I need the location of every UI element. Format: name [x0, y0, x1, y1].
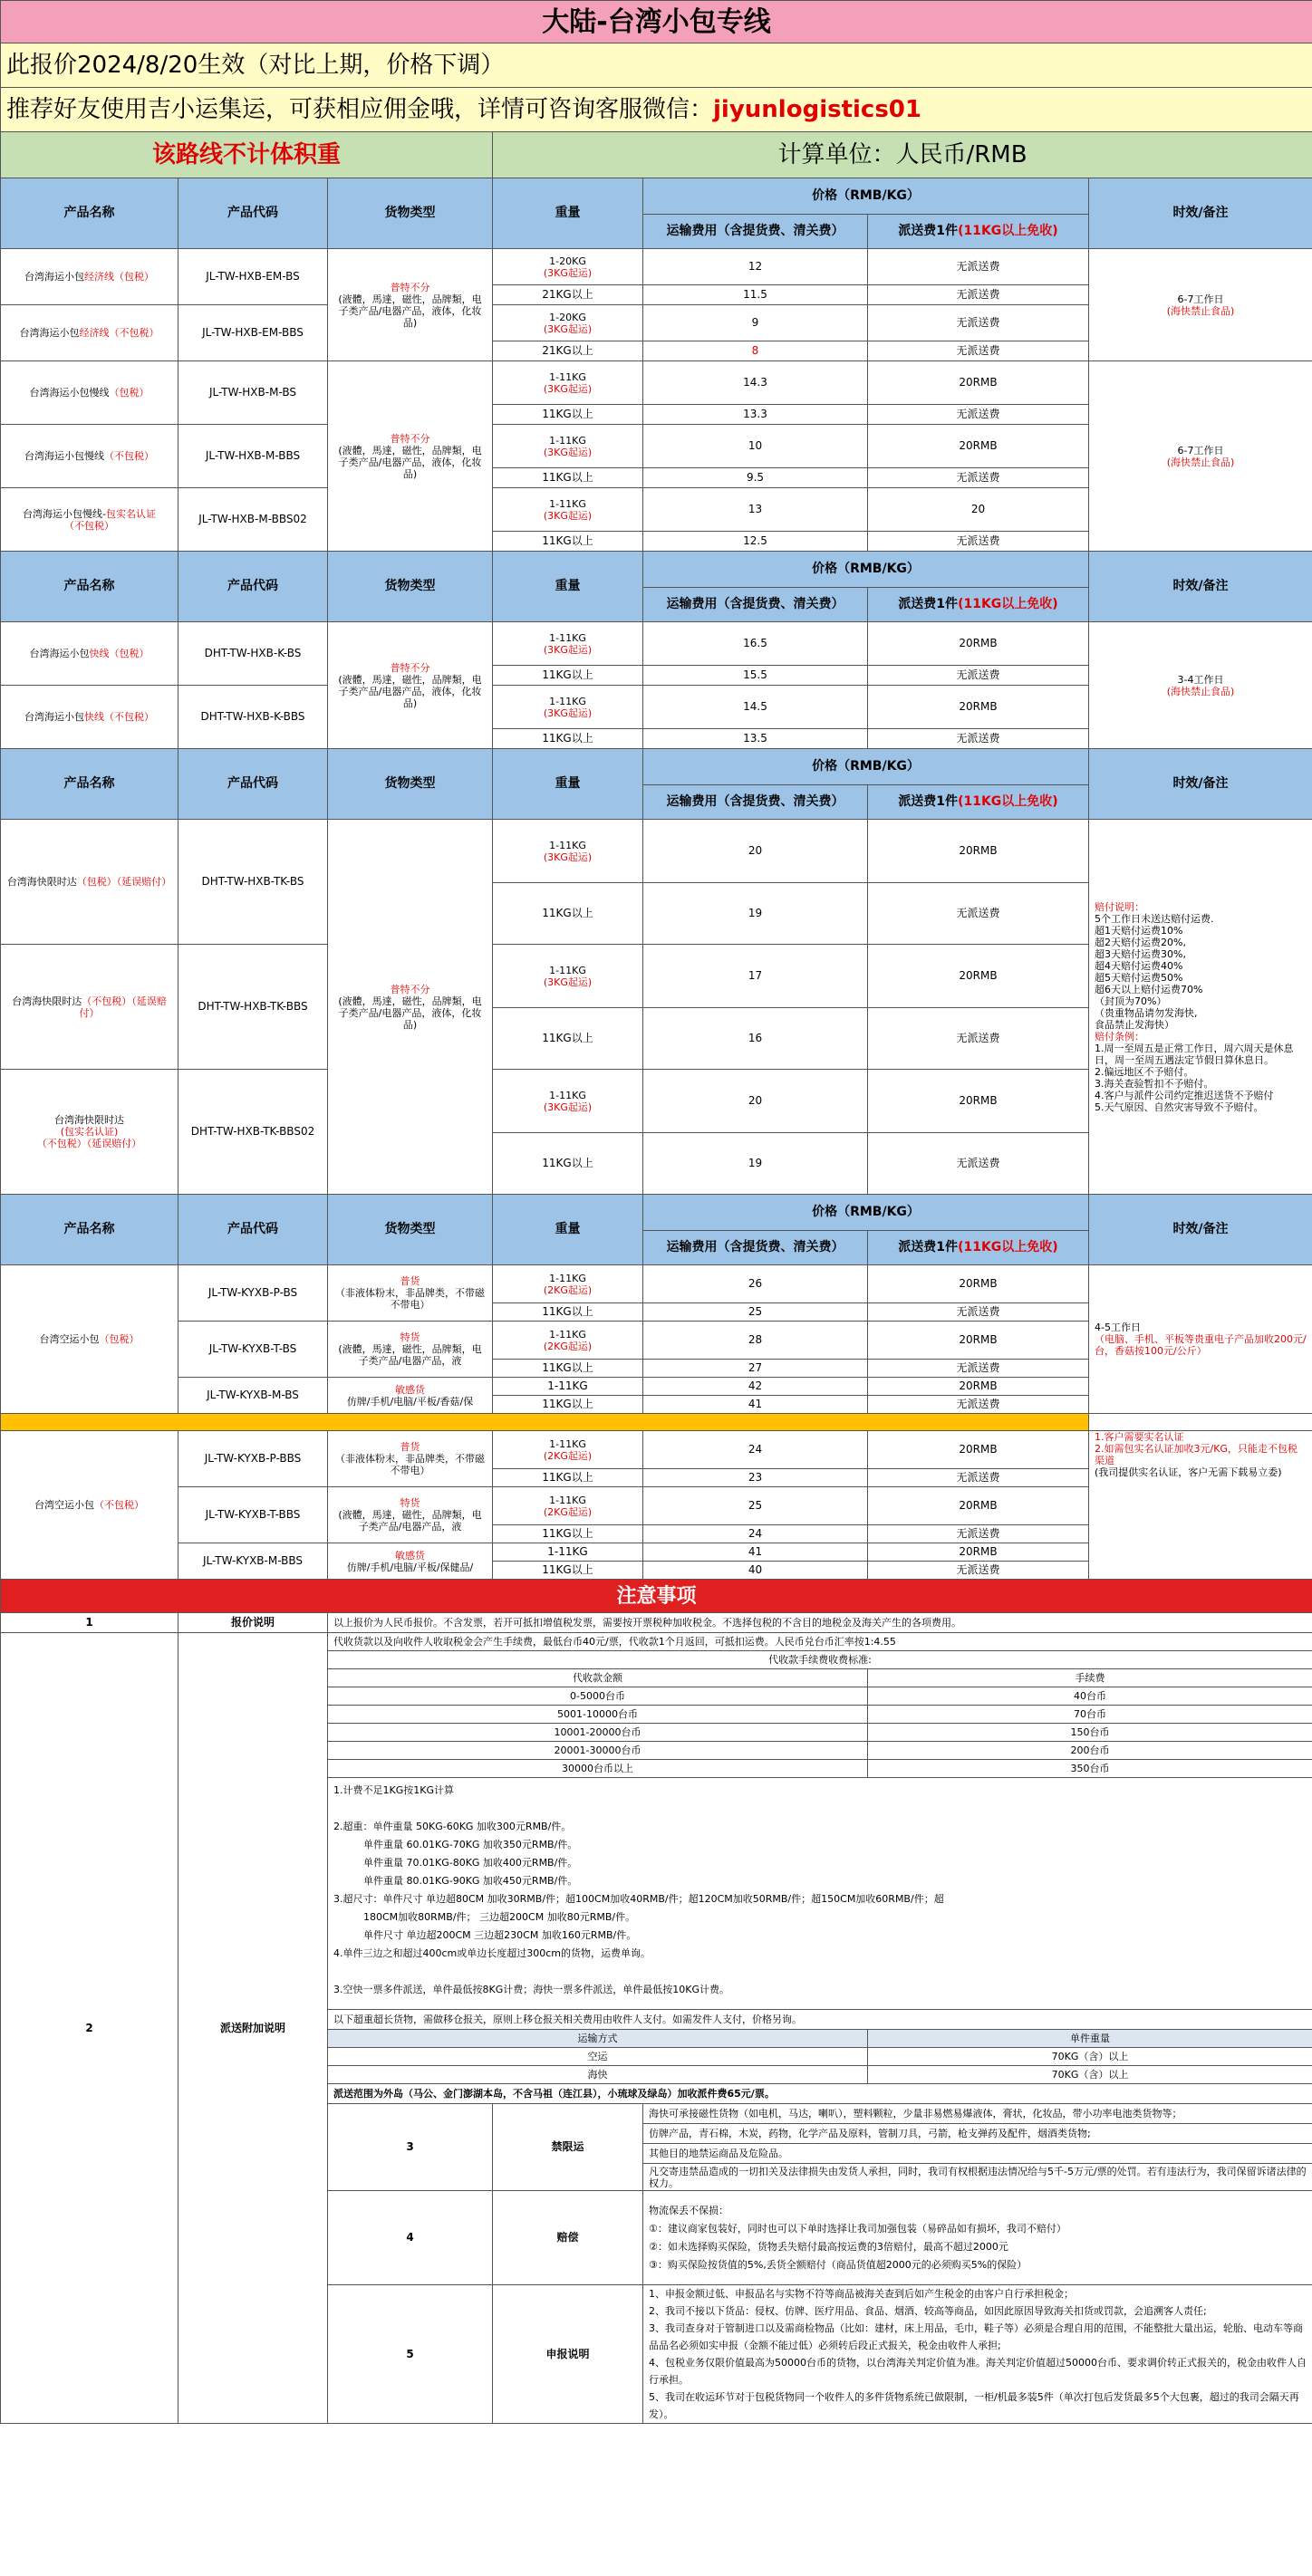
weight-range: 11KG以上	[493, 1360, 643, 1378]
surcharge-rule-line: 180CM加收80RMB/件； 三边超200CM 加收80元RMB/件。	[333, 1911, 636, 1923]
weight-range: 1-11KG (3KG起运)	[493, 1070, 643, 1133]
surcharge-rule-line: 3.空快一票多件派送，单件最低按8KG计费；海快一票多件派送，单件最低按10KG计费。	[333, 1984, 729, 1995]
delivery-fee: 20RMB	[868, 686, 1089, 729]
compensation-note-line: 超5天赔付运费50%	[1095, 971, 1183, 984]
compensation-note-line: 3.海关查验暂扣不予赔付。	[1095, 1077, 1214, 1090]
compensation-note-line: 赔付说明：	[1095, 900, 1144, 913]
delivery-fee: 20RMB	[868, 1265, 1089, 1303]
product-code: JL-TW-KYXB-P-BS	[178, 1265, 328, 1322]
compensation-note-line: 超6天以上赔付运费70%	[1095, 983, 1203, 995]
delivery-fee: 无派送费	[868, 1133, 1089, 1195]
auth-notes: 1.客户需要实名认证 2.如需包实名认证加收3元/KG，只能走不包税渠道 (我司提供实名认证，客户无需下载易立委)	[1089, 1431, 1312, 1580]
hdr-cargo: 货物类型	[328, 178, 493, 249]
hdr-price: 价格（RMB/KG）	[643, 552, 1089, 588]
hdr-weight: 重量	[493, 1195, 643, 1265]
weight-range: 11KG以上	[493, 883, 643, 945]
cargo-type: 普特不分 (液體，馬達，磁性，品牌類，电子类产品/电器产品，液体，化妆品)	[328, 249, 493, 361]
freight-rate: 14.5	[643, 686, 868, 729]
note-label: 赔偿	[493, 2191, 643, 2285]
cargo-type: 特货 (液體，馬達，磁性，品牌類，电子类产品/电器产品，液	[328, 1322, 493, 1378]
cod-amount: 0-5000台币	[328, 1687, 868, 1706]
delivery-fee: 无派送费	[868, 883, 1089, 945]
weight-range: 1-11KG (2KG起运)	[493, 1322, 643, 1360]
surcharge-rule-line: 2.超重：单件重量 50KG-60KG 加收300元RMB/件。	[333, 1821, 572, 1832]
ow-mode: 海快	[328, 2066, 868, 2084]
cod-fee: 200台币	[868, 1742, 1312, 1760]
hdr-name: 产品名称	[1, 749, 178, 820]
weight-range: 11KG以上	[493, 468, 643, 488]
delivery-fee: 20RMB	[868, 361, 1089, 405]
delivery-fee: 无派送费	[868, 1469, 1089, 1487]
delivery-fee: 20RMB	[868, 1322, 1089, 1360]
weight-range: 1-11KG (3KG起运)	[493, 488, 643, 532]
delivery-fee: 无派送费	[868, 1360, 1089, 1378]
weight-range: 11KG以上	[493, 532, 643, 552]
delivery-fee: 无派送费	[868, 532, 1089, 552]
ow-weight: 70KG（含）以上	[868, 2048, 1312, 2066]
note-number: 5	[328, 2285, 493, 2424]
product-code: DHT-TW-HXB-TK-BS	[178, 820, 328, 945]
compensation-note-line: 超3天赔付运费30%,	[1095, 947, 1186, 960]
restricted-line: 仿牌产品，青石棉，木炭，药物，化学产品及原料，管制刀具，弓箭，枪支弹药及配件，烟酒类货物;	[643, 2124, 1312, 2144]
hdr-weight: 重量	[493, 552, 643, 622]
surcharge-rule-line: 单件尺寸 单边超200CM 三边超230CM 加收160元RMB/件。	[333, 1929, 637, 1941]
freight-rate: 20	[643, 820, 868, 883]
page-title: 大陆-台湾小包专线	[1, 1, 1312, 43]
hdr-code: 产品代码	[178, 552, 328, 622]
freight-rate: 9	[643, 305, 868, 341]
surcharge-rule-line	[333, 1963, 1307, 1981]
delivery-fee: 20RMB	[868, 1543, 1089, 1562]
weight-range: 1-11KG (3KG起运)	[493, 686, 643, 729]
product-name: 台湾海运小包快线（不包税）	[1, 686, 178, 749]
restricted-line: 其他目的地禁运商品及危险品。	[643, 2144, 1312, 2164]
product-code: JL-TW-KYXB-T-BS	[178, 1322, 328, 1378]
time-note: 3-4工作日 (海快禁止食品)	[1089, 622, 1312, 749]
hdr-cargo: 货物类型	[328, 749, 493, 820]
weight-range: 11KG以上	[493, 729, 643, 749]
freight-rate: 11.5	[643, 285, 868, 305]
note-number: 1	[1, 1613, 178, 1633]
hdr-code: 产品代码	[178, 749, 328, 820]
cargo-type: 普特不分 (液體，馬達，磁性，品牌類，电子类产品/电器产品，液体，化妆品)	[328, 622, 493, 749]
cod-amount: 30000台币以上	[328, 1760, 868, 1778]
weight-range: 1-11KG	[493, 1378, 643, 1396]
compensation-note-line: 1.周一至周五是正常工作日，周六周天是休息日，周一至周五遇法定节假日算休息日。	[1095, 1042, 1294, 1066]
weight-range: 11KG以上	[493, 1525, 643, 1543]
freight-rate: 25	[643, 1303, 868, 1322]
freight-rate: 12.5	[643, 532, 868, 552]
surcharge-rule-line	[333, 1800, 1307, 1818]
product-code: DHT-TW-HXB-TK-BBS02	[178, 1070, 328, 1195]
currency-unit: 计算单位：人民币/RMB	[493, 132, 1312, 178]
delivery-fee: 无派送费	[868, 1525, 1089, 1543]
freight-rate: 16.5	[643, 622, 868, 666]
product-code: JL-TW-HXB-EM-BS	[178, 249, 328, 305]
hdr-code: 产品代码	[178, 178, 328, 249]
product-name: 台湾空运小包（包税）	[1, 1265, 178, 1414]
compensation-note-line: 4.客户与派件公司约定推迟送货不予赔付	[1095, 1089, 1274, 1101]
product-code: JL-TW-HXB-EM-BBS	[178, 305, 328, 361]
freight-rate: 41	[643, 1396, 868, 1414]
compensation-note-line: 2.偏远地区不予赔付。	[1095, 1065, 1194, 1078]
compensation-note-line: 超1天赔付运费10%	[1095, 924, 1183, 937]
compensation-note-line: 赔付条例：	[1095, 1030, 1144, 1043]
note-number: 2	[1, 1633, 178, 2424]
no-volume-weight: 该路线不计体积重	[1, 132, 493, 178]
oversize-note: 以下超重超长货物，需做移仓报关，原则上移仓报关相关费用由收件人支付。如需发件人支付，价格另询。	[328, 2010, 1312, 2030]
note-number: 3	[328, 2104, 493, 2191]
note-label: 报价说明	[178, 1613, 328, 1633]
product-name: 台湾海快限时达（不包税）（延误赔付）	[1, 945, 178, 1070]
cod-header-fee: 手续费	[868, 1669, 1312, 1687]
weight-range: 11KG以上	[493, 1469, 643, 1487]
delivery-fee: 无派送费	[868, 249, 1089, 285]
weight-range: 1-11KG (3KG起运)	[493, 425, 643, 468]
freight-rate: 14.3	[643, 361, 868, 405]
freight-rate: 13.3	[643, 405, 868, 425]
freight-rate: 9.5	[643, 468, 868, 488]
declaration-lines: 1、申报金额过低、申报品名与实物不符等商品被海关查到后如产生税金的由客户自行承担税金； 2、我司不接以下货品：侵权、仿牌、医疗用品、食品、烟酒、较高等商品，如因此原因导致海关扣货或罚款，会追溯客人责任; 3、我司查身对于管制进口以及需商检物品（比如：建材，床上用品，毛巾，鞋子等）必须是合理自用的范围，不能整批大量出运，轮胎、电动车等商品品名必须如实申报（金额不能过低）必须转后段正式报关，税金由收件人承担; 4、包税业务仅限价值最高为50000台币的货物，以台湾海关判定价值为准。海关判定价值超过50000台币、要求调价转正式报关的，税金由收件人自行承担。 5、我司在收运环节对于包税货物同一个收件人的多件货物系统已做限制，一柜/机最多装5件（单次打包后发货最多5个大包裹，超过的我司会隔天再发）。	[643, 2285, 1312, 2424]
surcharge-rule-line: 单件重量 80.01KG-90KG 加收450元RMB/件。	[333, 1875, 578, 1887]
weight-range: 1-11KG (3KG起运)	[493, 820, 643, 883]
compensation-notes	[1089, 820, 1312, 1195]
cod-fee: 40台币	[868, 1687, 1312, 1706]
hdr-freight: 运输费用（含提货费、清关费）	[643, 785, 868, 820]
delivery-fee: 无派送费	[868, 468, 1089, 488]
ow-header-weight: 单件重量	[868, 2030, 1312, 2048]
cod-fee: 150台币	[868, 1724, 1312, 1742]
cod-standard: 代收款手续费收费标准:	[328, 1651, 1312, 1669]
hdr-weight: 重量	[493, 749, 643, 820]
cargo-type: 普货 （非液体粉末，非品牌类，不带磁不带电）	[328, 1265, 493, 1322]
delivery-fee: 无派送费	[868, 405, 1089, 425]
hdr-name: 产品名称	[1, 552, 178, 622]
delivery-fee: 20	[868, 488, 1089, 532]
hdr-name: 产品名称	[1, 1195, 178, 1265]
hdr-name: 产品名称	[1, 178, 178, 249]
weight-range: 21KG以上	[493, 285, 643, 305]
referral-banner	[1, 88, 1312, 132]
weight-range: 1-11KG (3KG起运)	[493, 622, 643, 666]
delivery-fee: 无派送费	[868, 1562, 1089, 1580]
delivery-fee: 无派送费	[868, 341, 1089, 361]
delivery-fee: 20RMB	[868, 622, 1089, 666]
freight-rate: 24	[643, 1525, 868, 1543]
weight-range: 1-11KG (3KG起运)	[493, 945, 643, 1008]
freight-rate: 42	[643, 1378, 868, 1396]
cod-amount: 5001-10000台币	[328, 1706, 868, 1724]
hdr-time: 时效/备注	[1089, 1195, 1312, 1265]
hdr-price: 价格（RMB/KG）	[643, 749, 1089, 785]
freight-rate: 25	[643, 1487, 868, 1525]
hdr-time: 时效/备注	[1089, 178, 1312, 249]
freight-rate: 19	[643, 1133, 868, 1195]
hdr-delivery: 派送费1件(11KG以上免收)	[868, 588, 1089, 622]
product-code: JL-TW-KYXB-T-BBS	[178, 1487, 328, 1543]
delivery-fee: 无派送费	[868, 1303, 1089, 1322]
cod-text: 代收货款以及向收件人收取税金会产生手续费，最低台币40元/票，代收款1个月返回，可抵扣运费。人民币兑台币汇率按1:4.55	[328, 1633, 1312, 1651]
wechat-id: jiyunlogistics01	[713, 95, 921, 123]
product-code: JL-TW-KYXB-P-BBS	[178, 1431, 328, 1487]
cod-header-amount: 代收款金额	[328, 1669, 868, 1687]
ow-weight: 70KG（含）以上	[868, 2066, 1312, 2084]
surcharge-rules	[328, 1778, 1312, 2010]
cargo-type: 普货 （非液体粉末，非品牌类，不带磁不带电）	[328, 1431, 493, 1487]
cargo-type: 特货 (液體，馬達，磁性，品牌類，电子类产品/电器产品，液	[328, 1487, 493, 1543]
notes-title: 注意事项	[1, 1580, 1312, 1613]
product-code: JL-TW-HXB-M-BBS02	[178, 488, 328, 552]
hdr-weight: 重量	[493, 178, 643, 249]
weight-range: 11KG以上	[493, 1133, 643, 1195]
freight-rate: 20	[643, 1070, 868, 1133]
hdr-time: 时效/备注	[1089, 552, 1312, 622]
freight-rate: 8	[643, 341, 868, 361]
ow-mode: 空运	[328, 2048, 868, 2066]
compensation-note-line: （封顶为70%）	[1095, 995, 1167, 1007]
delivery-fee: 20RMB	[868, 820, 1089, 883]
freight-rate: 26	[643, 1265, 868, 1303]
freight-rate: 24	[643, 1431, 868, 1469]
product-name: 台湾海运小包经济线（包税）	[1, 249, 178, 305]
delivery-fee: 20RMB	[868, 1378, 1089, 1396]
delivery-fee: 20RMB	[868, 945, 1089, 1008]
cod-amount: 20001-30000台币	[328, 1742, 868, 1760]
hdr-delivery: 派送费1件(11KG以上免收)	[868, 1231, 1089, 1265]
compensation-note-line: 5个工作日未送达赔付运费.	[1095, 912, 1214, 925]
freight-rate: 16	[643, 1008, 868, 1070]
freight-rate: 19	[643, 883, 868, 945]
weight-range: 11KG以上	[493, 1303, 643, 1322]
weight-range: 1-11KG (2KG起运)	[493, 1431, 643, 1469]
delivery-fee: 无派送费	[868, 285, 1089, 305]
compensation-note-line: 5.天气原因、自然灾害导致不予赔付。	[1095, 1101, 1264, 1113]
compensation-note-line: 超4天赔付运费40%	[1095, 959, 1183, 972]
delivery-fee: 无派送费	[868, 1008, 1089, 1070]
cargo-type: 普特不分 (液體，馬達，磁性，品牌類，电子类产品/电器产品，液体，化妆品)	[328, 820, 493, 1195]
product-name: 台湾海运小包慢线-包实名认证 （不包税）	[1, 488, 178, 552]
compensation-note-line: 超2天赔付运费20%,	[1095, 936, 1186, 948]
compensation-note-line: （贵重物品请勿发海快,	[1095, 1006, 1198, 1019]
cargo-type: 普特不分 (液體，馬達，磁性，品牌類，电子类产品/电器产品，液体，化妆品)	[328, 361, 493, 552]
separator-bar	[1, 1414, 1089, 1431]
hdr-cargo: 货物类型	[328, 552, 493, 622]
freight-rate: 27	[643, 1360, 868, 1378]
product-code: JL-TW-KYXB-M-BS	[178, 1378, 328, 1414]
hdr-delivery: 派送费1件(11KG以上免收)	[868, 215, 1089, 249]
surcharge-rule-line: 单件重量 70.01KG-80KG 加收400元RMB/件。	[333, 1857, 578, 1869]
weight-range: 1-20KG (3KG起运)	[493, 305, 643, 341]
freight-rate: 41	[643, 1543, 868, 1562]
restricted-line: 凡交寄违禁品造成的一切扣关及法律损失由发货人承担，同时，我司有权根据违法情况给与5千-5万元/票的处罚。若有违法行为，我司保留诉诸法律的权力。	[643, 2164, 1312, 2191]
weight-range: 1-20KG (3KG起运)	[493, 249, 643, 285]
product-name: 台湾空运小包（不包税）	[1, 1431, 178, 1580]
freight-rate: 12	[643, 249, 868, 285]
delivery-fee: 20RMB	[868, 425, 1089, 468]
weight-range: 1-11KG (2KG起运)	[493, 1265, 643, 1303]
hdr-cargo: 货物类型	[328, 1195, 493, 1265]
product-code: DHT-TW-HXB-TK-BBS	[178, 945, 328, 1070]
weight-range: 11KG以上	[493, 1008, 643, 1070]
compensation-lines: 物流保丢不保损： ①：建议商家包装好，同时也可以下单时选择让我司加强包装（易碎品如有损坏，我司不赔付） ②：如未选择购买保险，货物丢失赔付最高按运费的3倍赔付，最高不超过2000元 ③：购买保险按货值的5%,丢货全额赔付（商品货值超2000元的必须购买5%的保险）	[643, 2191, 1312, 2285]
freight-rate: 13.5	[643, 729, 868, 749]
product-code: JL-TW-KYXB-M-BBS	[178, 1543, 328, 1580]
referral-text: 推荐好友使用吉小运集运，可获相应佣金哦，详情可咨询客服微信：	[6, 95, 714, 123]
weight-range: 11KG以上	[493, 1562, 643, 1580]
hdr-freight: 运输费用（含提货费、清关费）	[643, 588, 868, 622]
freight-rate: 15.5	[643, 666, 868, 686]
hdr-time: 时效/备注	[1089, 749, 1312, 820]
hdr-price: 价格（RMB/KG）	[643, 1195, 1089, 1231]
weight-range: 11KG以上	[493, 405, 643, 425]
note-label: 禁限运	[493, 2104, 643, 2191]
product-code: DHT-TW-HXB-K-BS	[178, 622, 328, 686]
hdr-code: 产品代码	[178, 1195, 328, 1265]
product-name: 台湾海运小包慢线（包税）	[1, 361, 178, 425]
surcharge-rule-line: 单件重量 60.01KG-70KG 加收350元RMB/件。	[333, 1839, 578, 1850]
cod-fee: 350台币	[868, 1760, 1312, 1778]
note-number: 4	[328, 2191, 493, 2285]
time-note: 6-7工作日 (海快禁止食品)	[1089, 361, 1312, 552]
freight-rate: 13	[643, 488, 868, 532]
compensation-note-line: 食品禁止发海快）	[1095, 1018, 1174, 1031]
product-name: 台湾海运小包经济线（不包税）	[1, 305, 178, 361]
product-name: 台湾海运小包慢线（不包税）	[1, 425, 178, 488]
freight-rate: 23	[643, 1469, 868, 1487]
product-name: 台湾海快限时达（包税）（延误赔付）	[1, 820, 178, 945]
freight-rate: 10	[643, 425, 868, 468]
cargo-type: 敏感货 仿牌/手机/电脑/平板/香菇/保	[328, 1378, 493, 1414]
hdr-price: 价格（RMB/KG）	[643, 178, 1089, 215]
delivery-fee: 20RMB	[868, 1431, 1089, 1469]
delivery-fee: 20RMB	[868, 1070, 1089, 1133]
quote-explanation: 以上报价为人民币报价。不含发票，若开可抵扣增值税发票，需要按开票税种加收税金。不选择包税的不含目的地税金及海关产生的各项费用。	[328, 1613, 1312, 1633]
product-code: DHT-TW-HXB-K-BBS	[178, 686, 328, 749]
cargo-type: 敏感货 仿牌/手机/电脑/平板/保健品/	[328, 1543, 493, 1580]
product-code: JL-TW-HXB-M-BS	[178, 361, 328, 425]
cod-amount: 10001-20000台币	[328, 1724, 868, 1742]
weight-range: 21KG以上	[493, 341, 643, 361]
product-code: JL-TW-HXB-M-BBS	[178, 425, 328, 488]
weight-range: 11KG以上	[493, 666, 643, 686]
product-name: 台湾海运小包快线（包税）	[1, 622, 178, 686]
cod-fee: 70台币	[868, 1706, 1312, 1724]
time-note: 4-5工作日 （电脑、手机、平板等贵重电子产品加收200元/台，香菇按100元/公斤）	[1089, 1265, 1312, 1414]
surcharge-rule-line: 3.超尺寸：单件尺寸 单边超80CM 加收30RMB/件；超100CM加收40RMB/件；超120CM加收50RMB/件；超150CM加收60RMB/件；超	[333, 1893, 944, 1905]
note-label: 派送附加说明	[178, 1633, 328, 2424]
restricted-line: 海快可承接磁性货物（如电机，马达，喇叭），塑料颗粒，少量非易燃易爆液体，膏状，化妆品，带小功率电池类货物等；	[643, 2104, 1312, 2124]
freight-rate: 40	[643, 1562, 868, 1580]
hdr-freight: 运输费用（含提货费、清关费）	[643, 1231, 868, 1265]
product-name: 台湾海快限时达 (包实名认证) （不包税）（延误赔付）	[1, 1070, 178, 1195]
note-label: 申报说明	[493, 2285, 643, 2424]
weight-range: 1-11KG (3KG起运)	[493, 361, 643, 405]
time-note: 6-7工作日 (海快禁止食品)	[1089, 249, 1312, 361]
remote-area-fee: 派送范围为外岛（马公、金门澎湖本岛，不含马祖（连江县），小琉球及绿岛）加收派件费65元/票。	[328, 2084, 1312, 2104]
weight-range: 1-11KG	[493, 1543, 643, 1562]
separator-end	[1089, 1414, 1312, 1431]
surcharge-rule-line: 4.单件三边之和超过400cm或单边长度超过300cm的货物，运费单询。	[333, 1947, 651, 1959]
delivery-fee: 无派送费	[868, 305, 1089, 341]
effective-notice: 此报价2024/8/20生效（对比上期，价格下调）	[1, 43, 1312, 88]
hdr-delivery: 派送费1件(11KG以上免收)	[868, 785, 1089, 820]
hdr-freight: 运输费用（含提货费、清关费）	[643, 215, 868, 249]
freight-rate: 28	[643, 1322, 868, 1360]
delivery-fee: 无派送费	[868, 729, 1089, 749]
surcharge-rule-line: 1.计费不足1KG按1KG计算	[333, 1784, 454, 1796]
weight-range: 1-11KG (2KG起运)	[493, 1487, 643, 1525]
weight-range: 11KG以上	[493, 1396, 643, 1414]
ow-header-mode: 运输方式	[328, 2030, 868, 2048]
freight-rate: 17	[643, 945, 868, 1008]
delivery-fee: 无派送费	[868, 666, 1089, 686]
delivery-fee: 无派送费	[868, 1396, 1089, 1414]
delivery-fee: 20RMB	[868, 1487, 1089, 1525]
